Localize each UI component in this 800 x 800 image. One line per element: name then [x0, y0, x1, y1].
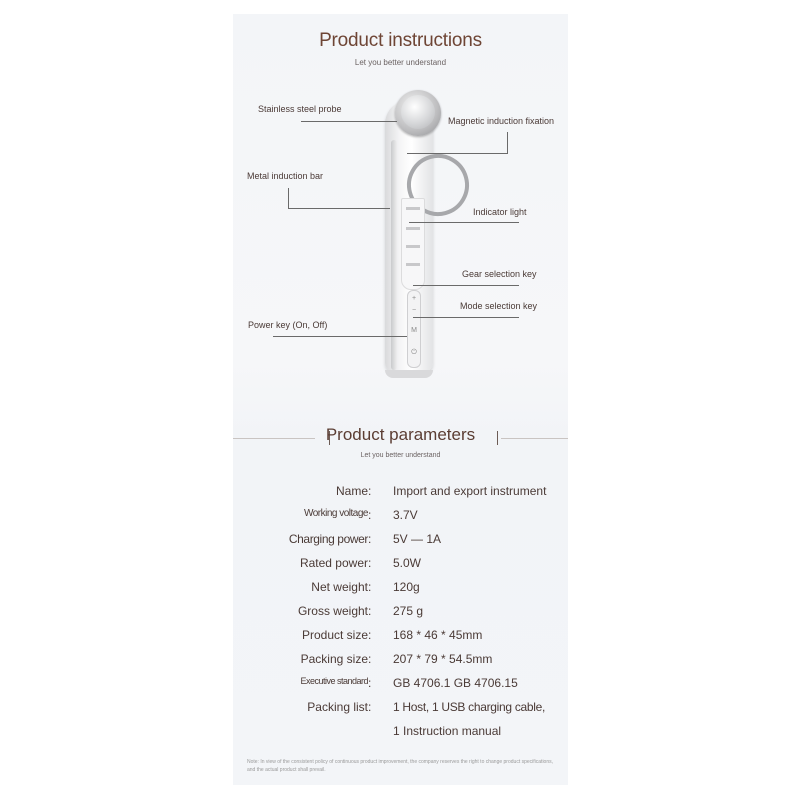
power-icon: ⏻ — [411, 349, 417, 356]
param-row: Rated power : 5.0W — [299, 556, 422, 570]
leader-line — [413, 285, 519, 286]
divider-line — [501, 438, 568, 439]
plus-icon: + — [411, 295, 417, 302]
key-column — [407, 290, 421, 368]
leader-line — [288, 208, 390, 209]
callout-indicator: Indicator light — [473, 207, 527, 217]
callout-gear-key: Gear selection key — [462, 269, 537, 279]
instructions-title: Product instructions — [319, 30, 482, 51]
param-row: Packing list : 1 Host, 1 USB charging cable, — [307, 700, 546, 714]
param-row: Name : Import and export instrument — [335, 484, 547, 498]
leader-line — [273, 336, 407, 337]
mode-icon: M — [411, 327, 417, 334]
device-base — [385, 370, 433, 378]
param-row: Working voltage : 3.7V — [303, 508, 418, 522]
parameters-subtitle: Let you better understand — [360, 452, 441, 459]
footnote — [247, 758, 557, 774]
leader-line — [413, 317, 519, 318]
param-row: Charging power : 5V — 1A — [288, 532, 442, 546]
callout-power-key: Power key (On, Off) — [248, 320, 328, 330]
leader-line — [409, 222, 519, 223]
note-text: In view of the consistent policy of continuous product improvement, the company reserves the right to change product specifications, and the actual product shall prevail. — [247, 759, 553, 773]
indicator-panel — [401, 198, 425, 290]
callout-magnetic: Magnetic induction fixation — [448, 116, 555, 126]
product-info-panel — [233, 14, 568, 785]
leader-line — [301, 121, 397, 122]
param-row: Gross weight : 275 g — [297, 604, 424, 618]
param-row: Product size : 168 * 46 * 45mm — [301, 628, 483, 642]
parameters-title: Product parameters — [325, 425, 476, 444]
param-row-continued: 1 Instruction manual — [393, 724, 502, 738]
param-row: Executive standard : GB 4706.1 GB 4706.15 — [300, 676, 518, 690]
leader-line — [507, 132, 508, 154]
callout-metal-bar: Metal induction bar — [247, 171, 324, 181]
indicator-light — [406, 227, 420, 230]
callout-mode-key: Mode selection key — [460, 301, 538, 311]
indicator-light — [406, 263, 420, 266]
instructions-subtitle: Let you better understand — [354, 58, 447, 67]
indicator-light — [406, 245, 420, 248]
leader-line — [288, 188, 289, 208]
stainless-steel-probe — [395, 90, 441, 136]
indicator-light — [406, 207, 420, 210]
minus-icon: − — [411, 307, 417, 314]
param-row: Net weight : 120g — [311, 580, 420, 594]
callout-probe: Stainless steel probe — [258, 104, 342, 114]
title-bar-right — [497, 431, 498, 445]
leader-line — [407, 153, 507, 154]
param-row: Packing size : 207 * 79 * 54.5mm — [300, 652, 493, 666]
note-label: Note: — [247, 759, 259, 765]
